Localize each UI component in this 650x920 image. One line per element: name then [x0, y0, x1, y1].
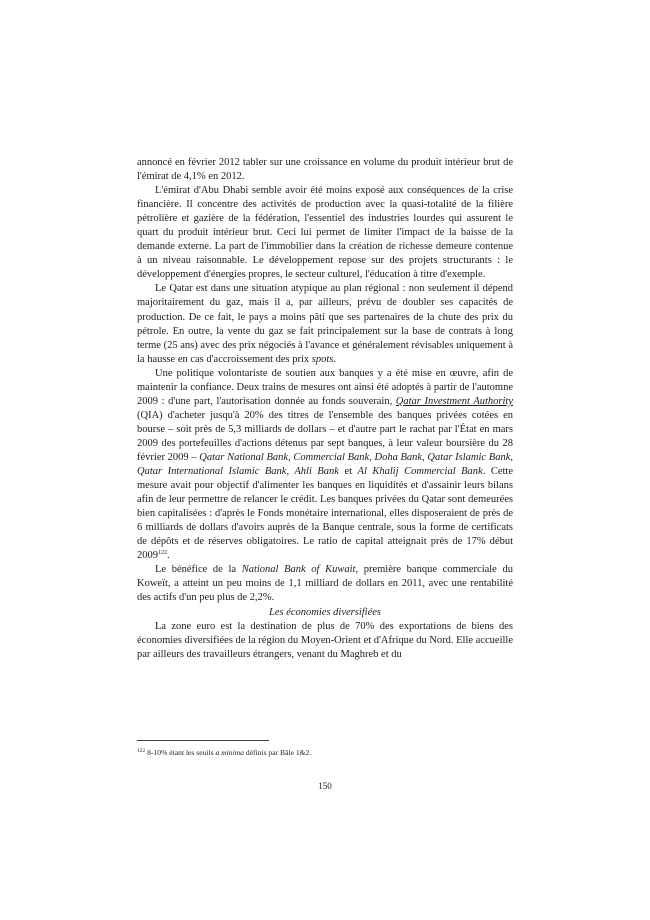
italic-text: National Bank of Kuwait	[241, 564, 356, 576]
italic-text: Al Khalij Commercial Bank	[357, 466, 483, 478]
text-run: .	[167, 550, 170, 562]
footnote-text: 8-10% étant les seuils	[145, 748, 216, 757]
text-run: (QIA) d'acheter jusqu'à 20% des titres de l'ensemble des banques privées cotées en bourse – soit près de 5,3 milliards de dollars – et d'autre part le rachat par l'État en mars 2009 des portefeuilles d'actions détenus par sept banques, à leur valeur boursière du 28 février 2009 –	[137, 409, 513, 463]
text-run: annoncé en février 2012 tabler sur une croissance en volume du produit intérieur brut de l'émirat de 4,1% en 2012.	[137, 157, 513, 183]
footnote-divider	[137, 740, 269, 741]
text-run: .	[333, 353, 337, 365]
paragraph: La zone euro est la destination de plus de 70% des exportations de biens des économies diversifiées de la région du Moyen-Orient et d'Afrique du Nord. Elle accueille par ailleurs des travailleurs étrangers, venant du Maghreb et du	[137, 620, 513, 660]
footnote-reference: 122	[158, 550, 167, 557]
italic-text: Qatar Investment Authority	[395, 395, 513, 407]
body-text	[137, 156, 513, 662]
footnote-number: 122	[137, 748, 146, 754]
paragraph	[137, 563, 513, 605]
text-run: . Cette mesure avait pour objectif d'alimenter les banques en liquidités et d'assainir leurs bilans afin de leur permettre de relancer le crédit. Les banques privées du Qatar sont demeurées bien capitalisées : d'après le Fonds monétaire international, elles disposeraient de près de 6 milliards de dollars d'avoirs auprès de la Banque centrale, sous la forme de certificats de dépôts et de réserves obligatoires. Le ratio de capital atteignait près de 17% début 2009	[137, 466, 513, 562]
footnote-text-end: définis par Bâle 1&2.	[243, 748, 312, 757]
italic-text: spots	[311, 353, 334, 365]
italic-text: Qatar National Bank, Commercial Bank, Doha Bank, Qatar Islamic Bank, Qatar International Islamic Bank, Ahli Bank	[137, 451, 513, 478]
page-number: 150	[318, 781, 332, 791]
paragraph	[137, 156, 513, 184]
text-run: Le bénéfice de la	[155, 564, 242, 576]
paragraph	[137, 184, 513, 282]
text-run: et	[338, 466, 358, 478]
text-run: Une politique volontariste de soutien aux banques y a été mise en œuvre, afin de maintenir la confiance. Deux trains de mesures ont ainsi été adoptés à partir de l'automne 2009 : d'une part, l'autorisation donnée au fonds souverain,	[137, 367, 513, 407]
footnote	[137, 748, 513, 758]
text-run: Le Qatar est dans une situation atypique au plan régional : non seulement il dépend majoritairement du gaz, mais il a, par ailleurs, prévu de doubler ses capacités de production. De ce fait, le pays a moins pâti que ses partenaires de la chute des prix du pétrole. En outre, la vente du gaz se fait principalement sur la base de contrats à long terme (25 ans) avec des prix négociés à l'avance et généralement révisables uniquement à la hausse en cas d'accroissement des prix	[137, 283, 513, 365]
footnote-italic: a minima	[215, 748, 244, 757]
text-run: L'émirat d'Abu Dhabi semble avoir été moins exposé aux conséquences de la crise financière. Il concentre des activités de production avec la quasi-totalité de la filière pétrolière et gazière de la fédération, l'essentiel des industries lourdes qui assurent le quart du produit intérieur brut. Ceci lui permet de limiter l'impact de la baisse de la demande externe. La part de l'immobilier dans la création de richesse demeure contenue à un niveau raisonnable. Le développement repose sur des projets structurants : le développement d'énergies propres, le secteur culturel, l'éducation à titre d'exemple.	[137, 185, 513, 281]
paragraph	[137, 282, 513, 366]
section-heading: Les économies diversifiées	[269, 606, 381, 618]
paragraph	[137, 367, 513, 564]
text-run: , première banque commerciale du Koweït, a atteint un peu moins de 1,1 milliard de dollars en 2011, avec une rentabilité des actifs d'un peu plus de 2,2%.	[137, 564, 513, 604]
